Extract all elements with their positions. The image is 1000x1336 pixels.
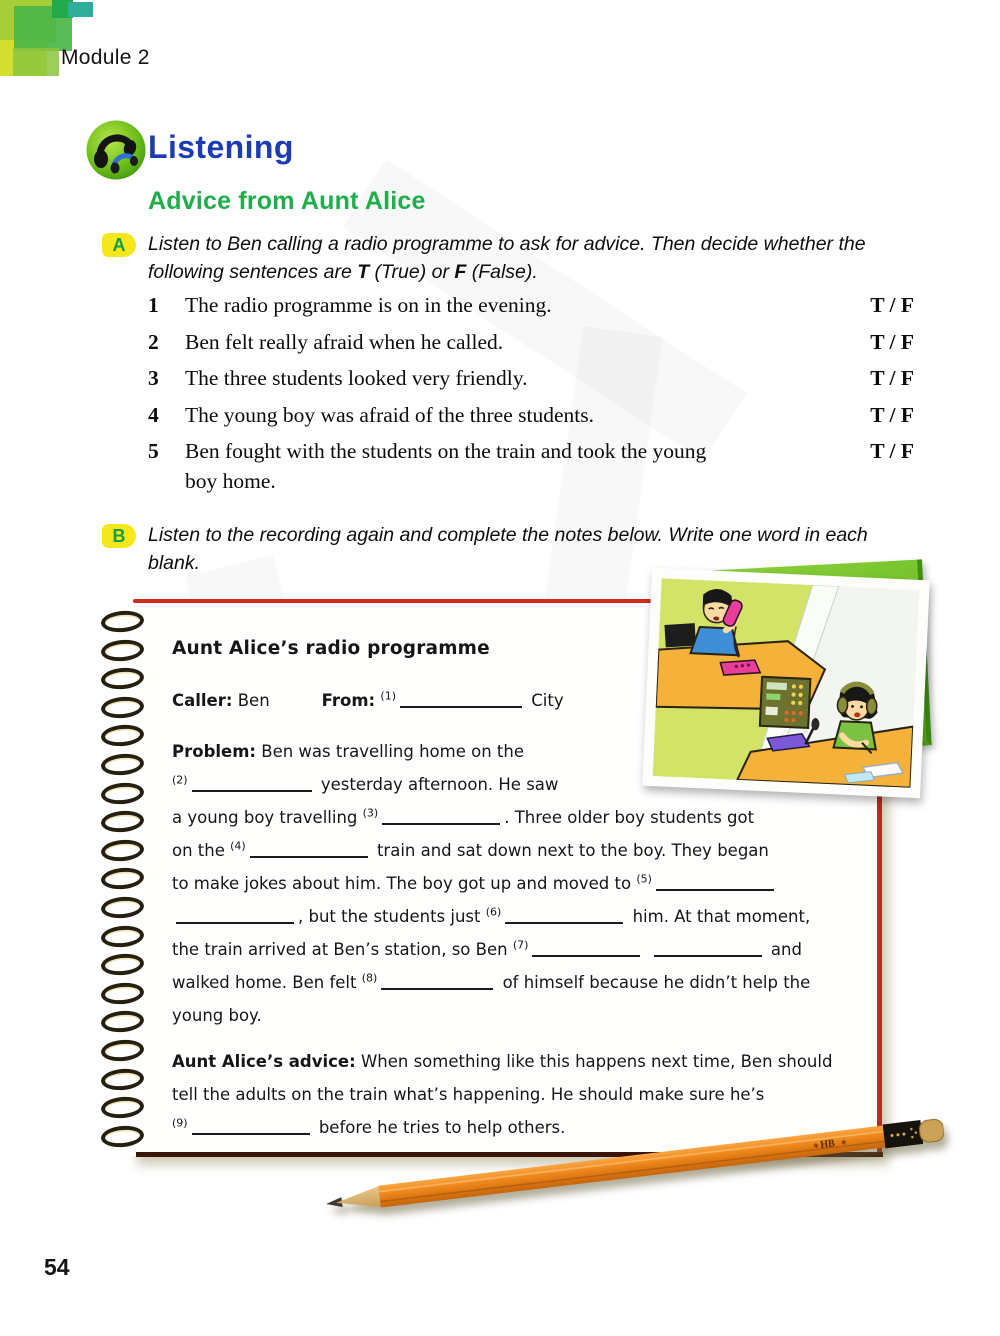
radio-studio-photo — [642, 568, 930, 798]
instruction-text: Listen to Ben calling a radio programme to ask for advice. Then decide whether the following sentences are — [148, 233, 866, 283]
question-number: 3 — [148, 366, 159, 390]
notes-text: on the — [172, 841, 231, 860]
notes-line — [172, 1078, 878, 1111]
spiral-coil — [100, 1095, 145, 1120]
question-text: The three students looked very friendly. — [185, 366, 528, 390]
spiral-coil — [100, 1038, 145, 1063]
notes-title: Aunt Alice’s radio programme — [172, 638, 490, 659]
true-false-choice: T / F — [870, 402, 914, 427]
answer-blank — [381, 973, 493, 990]
blank-number: (6) — [485, 905, 502, 919]
blank-number: (1) — [380, 689, 396, 703]
section-title: Listening — [148, 129, 294, 165]
svg-text:∗: ∗ — [812, 1140, 820, 1151]
notes-text: him. At that moment, — [627, 907, 811, 926]
advice-paragraph — [172, 1045, 878, 1144]
question-row — [148, 364, 914, 394]
question-row — [148, 401, 914, 431]
notes-text: , but the students just — [298, 907, 486, 926]
notes-text: a young boy travelling — [172, 808, 363, 827]
radio-studio-illustration — [653, 578, 920, 787]
notes-text — [644, 940, 649, 959]
notes-text: tell the adults on the train what’s happening. He should make sure he’s — [172, 1085, 765, 1104]
spiral-coil — [100, 781, 145, 806]
spiral-coil — [100, 666, 145, 691]
pencil-wood — [335, 1185, 383, 1212]
spiral-coil — [100, 724, 145, 749]
question-number: 4 — [148, 402, 159, 427]
spiral-coil — [100, 695, 145, 720]
notes-text: to make jokes about him. The boy got up and moved to — [172, 874, 637, 893]
notes-text: before he tries to help others. — [313, 1118, 566, 1137]
page-number: 54 — [44, 1254, 70, 1280]
answer-blank — [250, 841, 368, 858]
notes-line — [172, 966, 878, 999]
answer-blank — [400, 691, 522, 708]
spiral-coil — [100, 895, 145, 920]
blank-number: (7) — [512, 938, 529, 952]
notes-label: Problem: — [172, 742, 257, 761]
notes-line — [172, 867, 878, 900]
answer-blank — [654, 940, 762, 957]
corner-square — [68, 2, 93, 17]
answer-blank — [192, 775, 312, 792]
spiral-binding — [101, 611, 147, 1159]
task-b-instructions: Listen to the recording again and complete the notes below. Write one word in each blank. — [148, 524, 868, 574]
true-false-choice: T / F — [870, 329, 914, 354]
notes-text: and — [765, 940, 802, 959]
notes-label: Aunt Alice’s advice: — [172, 1052, 356, 1071]
instruction-text: T — [357, 260, 370, 283]
blank-number: (3) — [362, 806, 379, 820]
question-text: Ben fought with the students on the train and took the young boy home. — [185, 439, 707, 493]
spiral-coil — [100, 1010, 145, 1035]
spiral-coil — [100, 638, 145, 663]
notes-line — [172, 801, 878, 834]
answer-blank — [656, 874, 774, 891]
notes-text: yesterday afternoon. He saw — [315, 775, 559, 794]
answer-blank — [382, 808, 500, 825]
notes-line — [172, 1045, 878, 1078]
instruction-text: (False). — [466, 260, 538, 283]
true-false-choice: T / F — [870, 293, 914, 317]
notes-label: Caller: — [172, 691, 233, 710]
svg-text:∗: ∗ — [839, 1137, 848, 1148]
question-text: The young boy was afraid of the three students. — [185, 402, 594, 427]
spiral-coil — [100, 952, 145, 977]
pencil-eraser — [918, 1118, 944, 1143]
spiral-coil — [100, 924, 145, 949]
blank-number: (4) — [230, 839, 246, 853]
blank-number: (5) — [636, 872, 652, 886]
question-text: Ben felt really afraid when he called. — [185, 329, 504, 354]
true-false-choice: T / F — [870, 366, 914, 390]
task-b-badge: B — [102, 524, 136, 548]
studio-console — [760, 677, 811, 728]
notes-text: City — [526, 691, 564, 710]
notes-line — [172, 999, 878, 1032]
spiral-coil — [100, 1124, 145, 1149]
notes-text: young boy. — [172, 1006, 262, 1025]
headphones-icon — [85, 119, 147, 181]
blank-number: (9) — [172, 1116, 188, 1130]
true-false-choice: T / F — [870, 439, 914, 463]
question-number: 2 — [148, 329, 159, 354]
spiral-coil — [100, 809, 145, 834]
notes-line — [172, 933, 878, 966]
question-number: 1 — [148, 293, 159, 317]
question-text: The radio programme is on in the evening. — [185, 293, 552, 317]
answer-blank — [505, 907, 623, 924]
notes-text: When something like this happens next time, Ben should — [355, 1052, 833, 1071]
lesson-title: Advice from Aunt Alice — [148, 187, 426, 215]
spiral-coil — [100, 609, 145, 634]
answer-blank — [532, 940, 640, 957]
notes-text: . Three older boy students got — [504, 808, 755, 827]
blank-number: (8) — [361, 971, 378, 985]
question-row — [148, 291, 914, 321]
task-a-badge: A — [102, 233, 136, 257]
instruction-text: (True) or — [369, 260, 455, 283]
notes-text: Ben — [232, 691, 270, 710]
notes-text: the train arrived at Ben’s station, so Ben — [172, 940, 513, 959]
notes-text: Ben was travelling home on the — [256, 742, 524, 761]
notes-label: From: — [321, 691, 376, 710]
notes-text: of himself because he didn’t help the — [497, 973, 811, 992]
corner-square — [13, 48, 59, 76]
question-number: 5 — [148, 439, 159, 463]
spiral-coil — [100, 1067, 145, 1092]
notes-line — [172, 900, 878, 933]
pencil-grade-label: HB — [819, 1138, 836, 1152]
notes-line — [172, 834, 878, 867]
blank-number: (2) — [172, 773, 188, 787]
question-row — [148, 437, 914, 496]
question-row — [148, 328, 914, 358]
task-a-instructions — [148, 231, 916, 286]
spiral-coil — [100, 752, 145, 777]
module-label: Module 2 — [61, 46, 150, 69]
answer-blank — [192, 1118, 310, 1135]
spiral-coil — [100, 981, 145, 1006]
spiral-coil — [100, 867, 145, 892]
answer-blank — [176, 907, 294, 924]
spiral-coil — [100, 838, 145, 863]
notes-text: train and sat down next to the boy. They began — [371, 841, 769, 860]
notes-text: walked home. Ben felt — [172, 973, 362, 992]
true-false-question-list — [148, 291, 914, 503]
instruction-text: F — [454, 260, 467, 283]
